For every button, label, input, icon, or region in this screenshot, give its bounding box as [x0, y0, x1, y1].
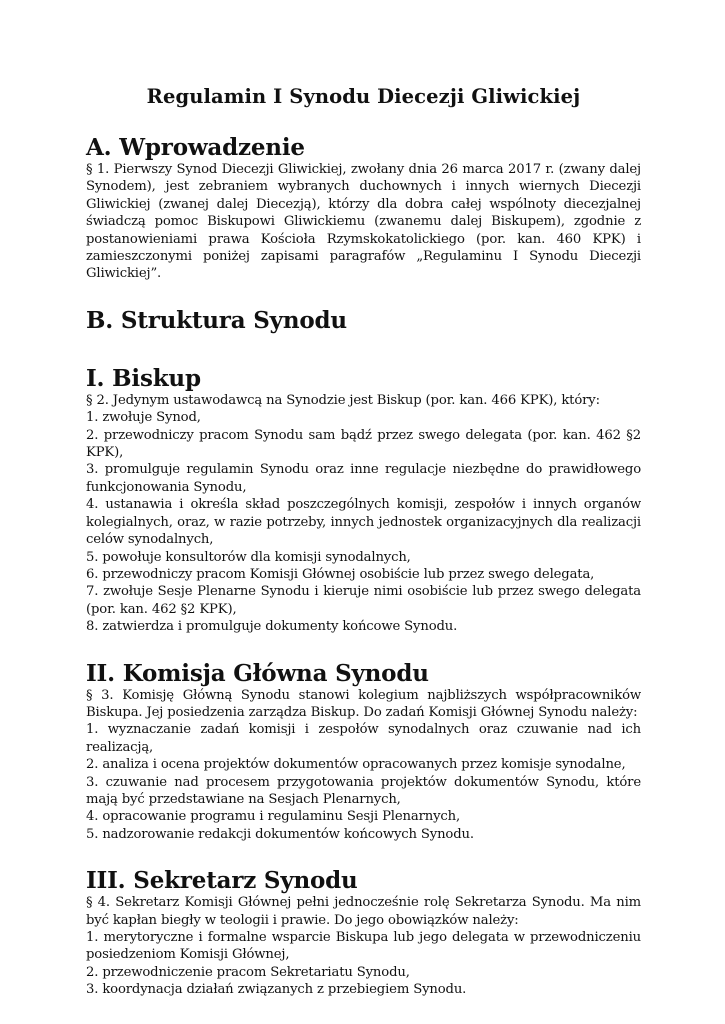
list-item: 2. przewodniczy pracom Synodu sam bądź przez swego delegata (por. kan. 462 §2 KPK),	[86, 427, 641, 461]
list-item: 5. nadzorowanie redakcji dokumentów końcowych Synodu.	[86, 826, 474, 842]
section-introduction	[86, 135, 641, 283]
section-heading: I. Biskup	[86, 364, 201, 392]
list-item: 1. zwołuje Synod,	[86, 410, 201, 426]
paragraph-1: § 1. Pierwszy Synod Diecezji Gliwickiej, zwołany dnia 26 marca 2017 r. (zwany dalej Synodem), jest zebraniem wybranych duchownych i innych wiernych Diecezji Gliwickiej (zwanej dalej Diecezją), którzy dla dobra całej wspólnoty diecezjalnej świadczą pomoc Biskupowi Gliwickiemu (zwanemu dalej Biskupem), zgodnie z postanowieniami prawa Kościoła Rzymskokatolickiego (por. kan. 460 KPK) i zamieszczonymi poniżej zapisami paragrafów „Regulaminu I Synodu Diecezji Gliwickiej”.	[86, 162, 641, 282]
list-item: 6. przewodniczy pracom Komisji Głównej osobiście lub przez swego delegata,	[86, 566, 595, 582]
list-item: 1. merytoryczne i formalne wsparcie Biskupa lub jego delegata w przewodniczeniu posiedzeniom Komisji Głównej,	[86, 930, 641, 963]
list-item: 2. analiza i ocena projektów dokumentów opracowanych przez komisje synodalne,	[86, 757, 626, 773]
document-title: Regulamin I Synodu Diecezji Gliwickiej	[146, 85, 581, 108]
list-item: 1. wyznaczanie zadań komisji i zespołów synodalnych oraz czuwanie nad ich realizacją,	[86, 722, 641, 755]
list-item: 4. ustanawia i określa skład poszczególnych komisji, zespołów i innych organów kolegialnych, oraz, w razie potrzeby, innych jednostek organizacyjnych dla realizacji celów synodalnych,	[86, 497, 641, 548]
list-item: 8. zatwierdza i promulguje dokumenty końcowe Synodu.	[86, 619, 458, 635]
section-heading: A. Wprowadzenie	[86, 134, 305, 161]
paragraph-4: § 4. Sekretarz Komisji Głównej pełni jednocześnie rolę Sekretarza Synodu. Ma nim być kapłan biegły w teologii i prawie. Do jego obowiązków należy:	[86, 895, 641, 928]
list-item: 3. czuwanie nad procesem przygotowania projektów dokumentów Synodu, które mają być przedstawiane na Sesjach Plenarnych,	[86, 774, 641, 807]
section-heading: III. Sekretarz Synodu	[86, 867, 358, 895]
list-item: 3. koordynacja działań związanych z przebiegiem Synodu.	[86, 982, 467, 998]
list-item: 5. powołuje konsultorów dla komisji synodalnych,	[86, 549, 411, 565]
list-item: 2. przewodniczenie pracom Sekretariatu Synodu,	[86, 964, 410, 980]
paragraph-2: § 2. Jedynym ustawodawcą na Synodzie jest Biskup (por. kan. 466 KPK), który:	[86, 392, 600, 408]
paragraph-3: § 3. Komisję Główną Synodu stanowi kolegium najbliższych współpracowników Biskupa. Jej posiedzenia zarządza Biskup. Do zadań Komisji Głównej Synodu należy:	[86, 687, 641, 720]
section-structure	[86, 308, 641, 334]
list-item: 3. promulguje regulamin Synodu oraz inne regulacje niezbędne do prawidłowego funkcjonowania Synodu,	[86, 462, 641, 495]
section-heading: II. Komisja Główna Synodu	[86, 659, 429, 687]
list-item: 7. zwołuje Sesje Plenarne Synodu i kieruje nimi osobiście lub przez swego delegata (por. kan. 462 §2 KPK),	[86, 584, 641, 617]
document-body	[86, 84, 641, 999]
list-item: 4. opracowanie programu i regulaminu Sesji Plenarnych,	[86, 809, 460, 825]
section-main-commission	[86, 661, 641, 844]
section-heading: B. Struktura Synodu	[86, 306, 347, 334]
section-bishop	[86, 366, 641, 636]
section-secretary	[86, 868, 641, 998]
